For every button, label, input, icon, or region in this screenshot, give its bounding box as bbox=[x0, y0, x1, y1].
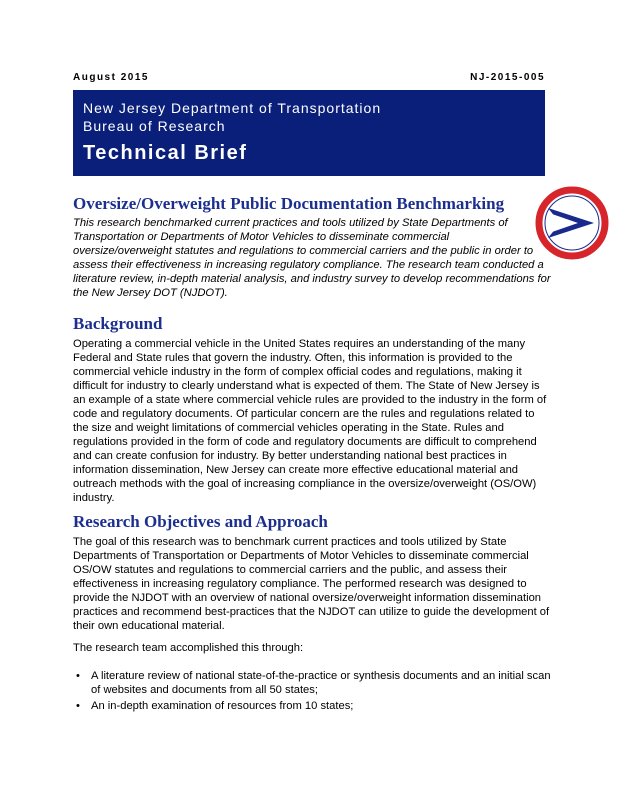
title-banner bbox=[73, 90, 545, 176]
document-title: Oversize/Overweight Public Documentation Benchmarking bbox=[73, 194, 505, 213]
objectives-heading: Research Objectives and Approach bbox=[73, 512, 328, 531]
brief-type-title: Technical Brief bbox=[83, 142, 248, 164]
list-item: • A literature review of national state-of-the-practice or synthesis documents and an initial scan of websites and documents from all 50 states; bbox=[73, 669, 551, 697]
list-item: • An in-depth examination of resources from 10 states; bbox=[73, 699, 551, 713]
report-number: NJ-2015-005 bbox=[470, 72, 545, 83]
intro-abstract: This research benchmarked current practices and tools utilized by State Departments of Transportation or Departments of Motor Vehicles to disseminate commercial oversize/overweight statutes and regulations to commercial carriers and the public in order to assess their effectiveness in increasing regulatory compliance. The research team conducted a literature review, in-depth material analysis, and industry survey to develop recommendations for the New Jersey DOT (NJDOT). bbox=[73, 217, 551, 299]
objectives-lead-in: The research team accomplished this through: bbox=[73, 642, 304, 654]
background-heading: Background bbox=[73, 314, 163, 333]
department-name: New Jersey Department of Transportation bbox=[83, 100, 382, 116]
bureau-name: Bureau of Research bbox=[83, 118, 226, 134]
background-paragraph: Operating a commercial vehicle in the United States requires an understanding of the many Federal and State rules that govern the industry. Often, this information is provided to the commercial vehicle industry in the form of complex official codes and regulations, making it difficult for industry to clearly understand what is expected of them. The State of New Jersey is an example of a state where commercial vehicle rules are provided to the industry in the form of code and regulatory documents. Of particular concern are the rules and regulations related to the size and weight limitations of commercial vehicles operating in the State. Rules and regulations provided in the form of code and regulatory documents are difficult to comprehend and can create confusion for industry. By better understanding national best practices in information dissemination, New Jersey can create more effective educational material and outreach methods with the goal of increasing compliance in the oversize/overweight (OS/OW) industry. bbox=[73, 338, 547, 504]
report-date: August 2015 bbox=[73, 72, 149, 83]
objectives-paragraph: The goal of this research was to benchmark current practices and tools utilized by State Departments of Transportation or Departments of Motor Vehicles to disseminate commercial OS/OW statutes and regulations to commercial carriers and the public, and assess their effectiveness in increasing regulatory compliance. The performed research was designed to provide the NJDOT with an overview of national oversize/overweight information dissemination practices and recommend best-practices that the NJDOT can utilize to guide the development of their own educational material. bbox=[73, 536, 550, 632]
approach-list bbox=[73, 669, 551, 715]
